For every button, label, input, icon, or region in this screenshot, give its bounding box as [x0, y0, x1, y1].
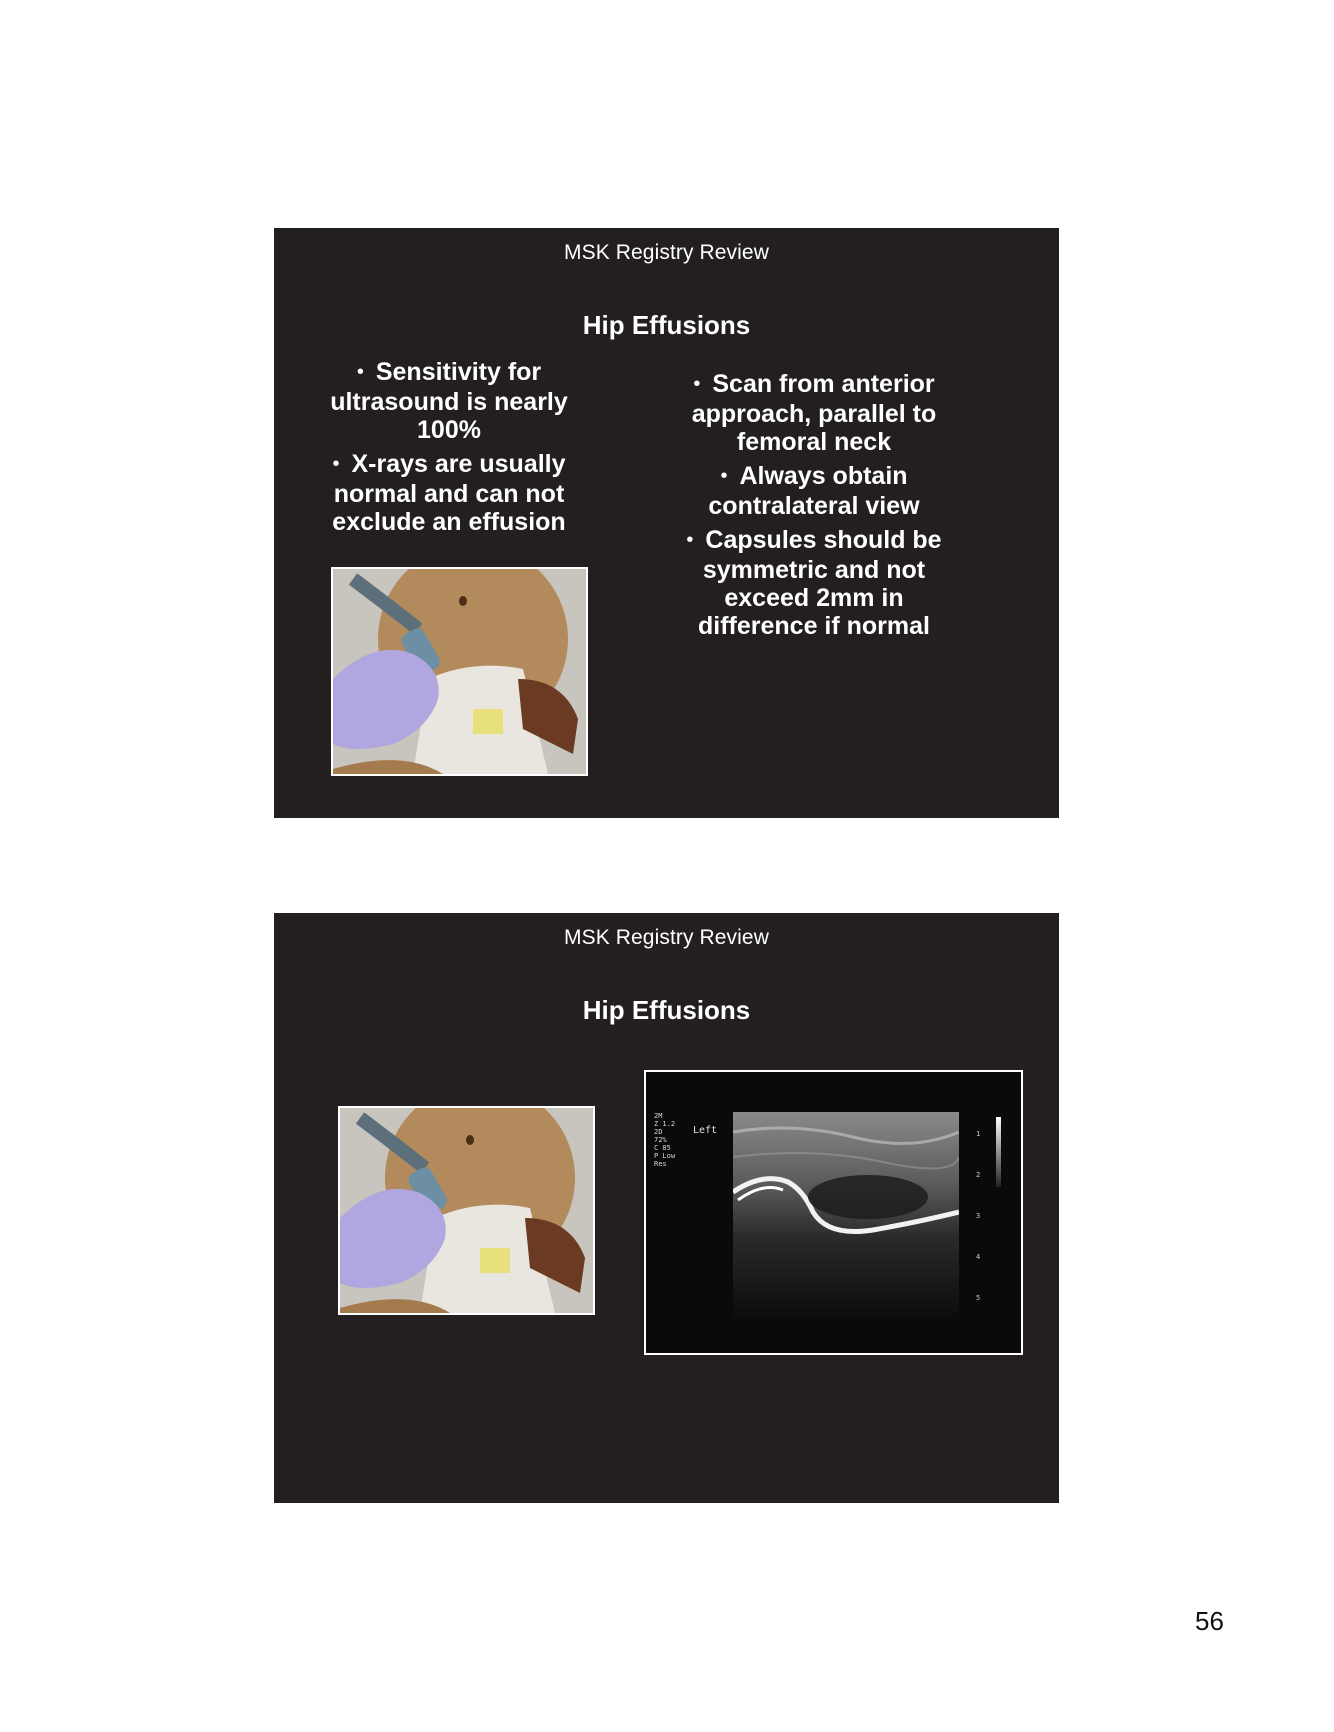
bullet-item: • Always obtain contralateral view: [708, 462, 920, 520]
slide-header: MSK Registry Review: [564, 241, 769, 264]
hip-scan-photo: [331, 567, 588, 776]
depth-mark: 3: [976, 1212, 981, 1220]
bullet-icon: •: [720, 465, 728, 487]
bullet-item: • Scan from anterior approach, parallel to femoral neck: [691, 370, 937, 456]
right-bullet-list: [674, 370, 954, 646]
left-bullet-list: [304, 358, 594, 542]
depth-mark: 2: [976, 1171, 981, 1179]
ultrasound-side-label: Left: [693, 1125, 718, 1136]
ultrasound-image: [644, 1070, 1023, 1355]
bullet-item: • Capsules should be symmetric and not exceed 2mm in difference if normal: [686, 526, 942, 640]
bullet-icon: •: [356, 361, 364, 383]
bullet-item: • X-rays are usually normal and can not exclude an effusion: [332, 450, 566, 536]
depth-mark: 5: [976, 1294, 981, 1302]
depth-mark: 4: [976, 1253, 981, 1261]
slide-title: Hip Effusions: [582, 995, 751, 1025]
bullet-icon: •: [686, 529, 694, 551]
grayscale-bar: [996, 1117, 1001, 1187]
page-number: 56: [1195, 1606, 1224, 1636]
slide-header: MSK Registry Review: [564, 926, 769, 949]
ultrasound-scan: [733, 1112, 959, 1322]
hip-scan-photo: [338, 1106, 595, 1315]
ultrasound-parameters: 2M Z 1.2 2D 72% C 85 P Low Res: [654, 1112, 676, 1168]
bullet-item: • Sensitivity for ultrasound is nearly 100%: [330, 358, 568, 444]
depth-mark: 1: [976, 1130, 981, 1138]
slide-1: [274, 228, 1059, 818]
bullet-icon: •: [693, 373, 701, 395]
slide-2: [274, 913, 1059, 1503]
slide-title: Hip Effusions: [582, 310, 751, 340]
bullet-icon: •: [332, 453, 340, 475]
